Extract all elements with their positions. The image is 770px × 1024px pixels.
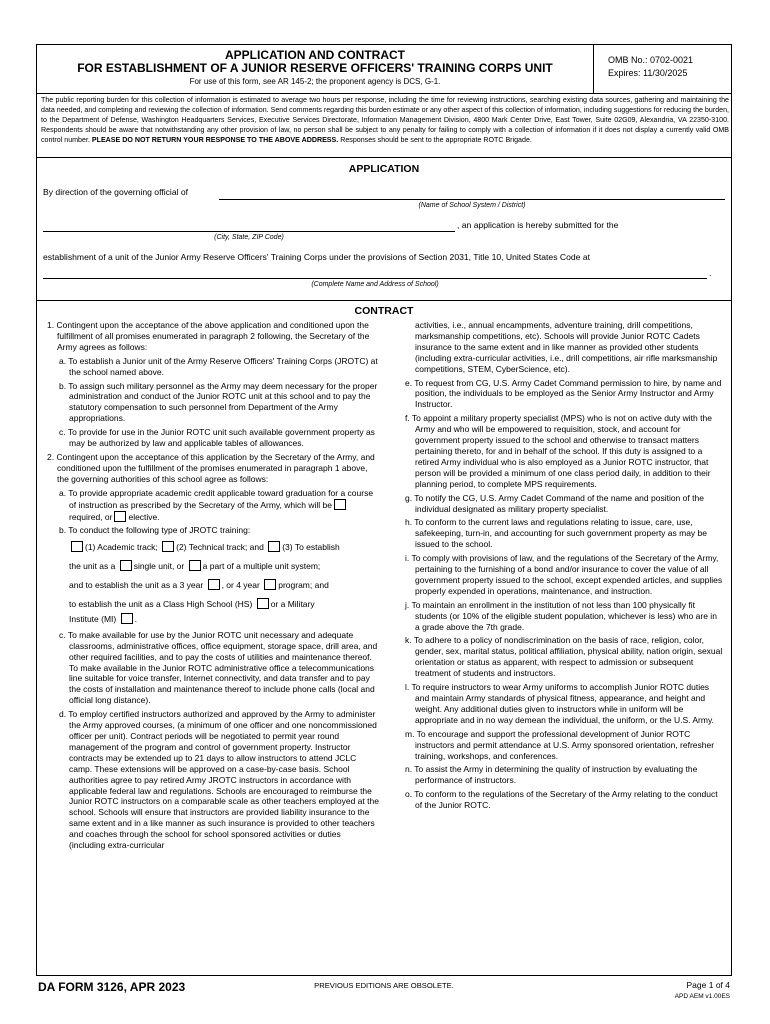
- clause-2d: d. To employ certified instructors authorized and approved by the Army to administer the Army approved courses, (a minimum of one officer and one noncommissioned officer per unit). Contract periods will be negotiated to permit year round management of the program and control of government property. Instructor contracts may be extended up to 21 days to allow instructors to attend JCLC camp. These extensions will be approved on a case-by-case basis. School authorities agree to pay retired Army JROTC instructors in accordance with applicable federal law and regulations. Schools are encouraged to reimburse the Junior ROTC instructors on a comparable scale as other teachers employed at the school. Schools will ensure that instructors are provided liability insurance to the same extent and in a like manner as such insurance is provided to other teachers and coaches through the school for school sponsored activities or duties (including extra-curricular: [59, 709, 379, 851]
- class-hs-checkbox[interactable]: [257, 598, 269, 609]
- technical-track-checkbox[interactable]: [162, 541, 174, 552]
- application-title: APPLICATION: [348, 163, 420, 175]
- academic-track-checkbox[interactable]: [71, 541, 83, 552]
- omb-number: OMB No.: 0702-0021: [608, 55, 694, 65]
- required-checkbox[interactable]: [334, 499, 346, 510]
- mi-period: .: [134, 613, 137, 624]
- single-unit-label: single unit, or: [133, 561, 185, 572]
- contract-title: CONTRACT: [354, 305, 414, 317]
- burden-text: The public reporting burden for this collection of information is estimated to average two hours per response, including the time for reviewing instructions, searching existing data sources, gathering and maintaining the data needed, and completing and reviewing the collection of information. Send comments regarding this burden estimate or any other aspect of this collection of information, including suggestions for reducing the burden, to the Department of Defense, Washington Headquarters Services, Executive Services Directorate, Information Management Division, 4800 Mark Center Drive, East Tower, Suite 02G09, Alexandria, VA 22350-3100. Respondents should be aware that notwithstanding any other provision of law, no person shall be subject to any penalty for failing to comply with a collection of information if it does not display a currently valid OMB control number.: [41, 96, 729, 144]
- clause-2a: [43, 488, 379, 523]
- burden-tail: Responses should be sent to the appropriate ROTC Brigade.: [338, 136, 532, 144]
- establish-unit-checkbox[interactable]: [268, 541, 280, 552]
- form-subtitle: For use of this form, see AR 145-2; the proponent agency is DCS, G-1.: [189, 77, 441, 86]
- burden-bold-notice: PLEASE DO NOT RETURN YOUR RESPONSE TO THE ABOVE ADDRESS.: [91, 136, 339, 144]
- page-number: Page 1 of 4: [686, 980, 730, 990]
- academic-track-label: (1) Academic track;: [85, 542, 158, 553]
- burden-statement: [41, 95, 729, 145]
- establish-unit-label: (3) To establish: [282, 542, 340, 553]
- clause-2k: k. To adhere to a policy of nondiscrimination on the basis of race, religion, color, gender, sex, marital status, political affiliation, physical ability, nation origin, sexual orientation or status as apparent, with respect to admission or subsequent treatment of students and instructors.: [405, 635, 723, 679]
- military-label: or a Military: [270, 599, 315, 610]
- form-header: [37, 45, 731, 94]
- elective-label: elective.: [128, 511, 160, 522]
- three-year-label: and to establish the unit as a 3 year: [69, 580, 204, 591]
- by-direction-label: By direction of the governing official of: [43, 187, 189, 197]
- technical-track-label: (2) Technical track; and: [176, 542, 264, 553]
- contract-section: [37, 300, 731, 977]
- clause-1: 1. Contingent upon the acceptance of the above application and conditioned upon the fulfillment of all promises enumerated in paragraph 2 following, the Secretary of the Army agrees as follows:: [47, 320, 370, 352]
- school-system-field[interactable]: [219, 199, 725, 200]
- city-state-zip-caption: (City, State, ZIP Code): [214, 234, 284, 241]
- four-year-label: , or 4 year: [221, 580, 260, 591]
- clause-1b: b. To assign such military personnel as the Army may deem necessary for the proper administration and conduct of the Junior ROTC unit at this school and to pay the statutory compensation to such personnel from Department of the Army appropriations.: [59, 380, 378, 424]
- required-label: required, or: [69, 511, 113, 522]
- clause-2: 2. Contingent upon the acceptance of this application by the Secretary of the Army, and conditioned upon the fulfillment of the promises enumerated in paragraph 1 above, the governing authorities of this school agree as follows:: [47, 451, 375, 484]
- apd-version: APD AEM v1.00ES: [674, 993, 730, 1000]
- clause-2g: g. To notify the CG, U.S. Army Cadet Command of the name and position of the individual designated as military property specialist.: [405, 492, 704, 514]
- form-footer: [36, 976, 732, 1016]
- class-hs-label: to establish the unit as a Class High School (HS): [69, 599, 253, 610]
- form-title-line2: FOR ESTABLISHMENT OF A JUNIOR RESERVE OFFICERS' TRAINING CORPS UNIT: [77, 61, 553, 75]
- military-institute-option: [43, 613, 379, 625]
- form-page: [36, 44, 732, 976]
- unit-type-options: [43, 560, 379, 572]
- previous-editions-notice: PREVIOUS EDITIONS ARE OBSOLETE.: [314, 981, 454, 990]
- school-name-address-field[interactable]: [43, 278, 707, 279]
- three-year-checkbox[interactable]: [208, 579, 220, 590]
- program-label: program; and: [278, 580, 329, 591]
- clause-2d-continued: activities, i.e., annual encampments, adventure training, drill competitions, marksmanship competitions, etc). Schools will provide Junior ROTC Cadets insurance to the same extent and in like manner as provided other students (including extra-curricular activities, i.e., drill competitions, air rifle marksmanship competitions, STEM, CyberScience, etc).: [415, 320, 718, 374]
- contract-left-column: [43, 320, 379, 854]
- program-length-options: [43, 579, 379, 591]
- contract-right-column: [389, 320, 723, 814]
- application-section: [37, 157, 731, 301]
- form-number: DA FORM 3126, APR 2023: [38, 980, 186, 994]
- clause-2o: o. To conform to the regulations of the Secretary of the Army relating to the conduct of the Junior ROTC.: [405, 789, 718, 811]
- school-system-caption: (Name of School System / District): [418, 202, 526, 209]
- clause-2b: b. To conduct the following type of JROTC training:: [59, 525, 251, 536]
- mi-label: Institute (MI): [69, 613, 117, 624]
- track-options: [43, 541, 379, 553]
- clause-2j: j. To maintain an enrollment in the institution of not less than 100 physically fit students (or 10% of the eligible student population, whichever is less) who are in a grade above the 7th grade.: [405, 599, 717, 632]
- clause-2f: f. To appoint a military property specialist (MPS) who is not on active duty with the Army and who will be empowered to requisition, stock, and account for government property issued to the school and otherwise to transact matters pertaining thereto, for and in behalf of the school. If this duty is assigned to a retired Army individual who is also employed as a Junior ROTC instructor, that person will be provided a minimum of one class period daily, in addition to their planning period, to complete MPS requirements.: [405, 413, 712, 489]
- clause-2c: c. To make available for use by the Junior ROTC unit necessary and adequate classrooms, administrative offices, office equipment, storage space, drill area, and other required facilities, and to pay the costs of utilities and maintenance thereof. To make available in the Junior ROTC administrative office a telecommunications line suitable for voice transfer, Internet connectivity, and data transfer and to pay the costs of installation and maintenance thereof to include phone calls (local and official long distance).: [59, 629, 378, 706]
- four-year-checkbox[interactable]: [264, 579, 276, 590]
- clause-2i: i. To comply with provisions of law, and the regulations of the Secretary of the Army, pertaining to the furnishing of a bond and/or insurance to cover the value of all government property issued to the school, except expended articles, and supplies properly expended in operations, maintenance, and instruction.: [405, 553, 723, 596]
- multiple-unit-label: a part of a multiple unit system;: [202, 561, 321, 572]
- establishment-period: .: [709, 268, 712, 278]
- clause-2l: l. To require instructors to wear Army uniforms to accomplish Junior ROTC duties and maintain Army standards of physical fitness, appearance, and height and weight. Any additional duties given to instructors while in uniform will be appropriate and in no way demean the individual, the uniform, or the U.S. Army.: [405, 682, 714, 725]
- military-institute-checkbox[interactable]: [121, 613, 133, 624]
- city-state-zip-field[interactable]: [43, 231, 455, 232]
- single-unit-checkbox[interactable]: [120, 560, 132, 571]
- unit-as-label: the unit as a: [69, 561, 116, 572]
- elective-checkbox[interactable]: [114, 511, 126, 522]
- clause-1a: a. To establish a Junior unit of the Army Reserve Officers' Training Corps (JROTC) at the school named above.: [59, 355, 378, 377]
- school-name-address-caption: (Complete Name and Address of School): [311, 281, 439, 288]
- clause-2m: m. To encourage and support the professional development of Junior ROTC instructors and permit attendance at U.S. Army sponsored orientation, refresher training, workshops, and conferences.: [405, 728, 715, 761]
- omb-expiration: Expires: 11/30/2025: [608, 68, 688, 78]
- clause-2n: n. To assist the Army in determining the quality of instruction by evaluating the performance of instructors.: [405, 764, 698, 786]
- omb-box: [593, 45, 732, 93]
- clause-2e: e. To request from CG, U.S. Army Cadet Command permission to hire, by name and position, the individuals to be employed as the Senior Army Instructor and Army Instructor.: [405, 377, 722, 410]
- submitted-for-label: , an application is hereby submitted for the: [457, 220, 619, 230]
- establishment-label: establishment of a unit of the Junior Army Reserve Officers' Training Corps under the provisions of Section 2031, Title 10, United States Code at: [43, 252, 590, 262]
- clause-2a-text: a. To provide appropriate academic credit applicable toward graduation for a course of instruction as prescribed by the Secretary of the Army, which will be: [59, 487, 374, 510]
- form-title-line1: APPLICATION AND CONTRACT: [225, 48, 405, 62]
- clause-2h: h. To conform to the current laws and regulations relating to issue, care, use, safekeeping, turn-in, and accounting for such government property as may be issued to the school.: [405, 517, 708, 550]
- school-class-options: [43, 598, 379, 610]
- multiple-unit-checkbox[interactable]: [189, 560, 201, 571]
- header-title-block: [37, 45, 593, 93]
- clause-1c: c. To provide for use in the Junior ROTC unit such available government property as may be authorized by law and applicable tables of allowances.: [59, 427, 375, 449]
